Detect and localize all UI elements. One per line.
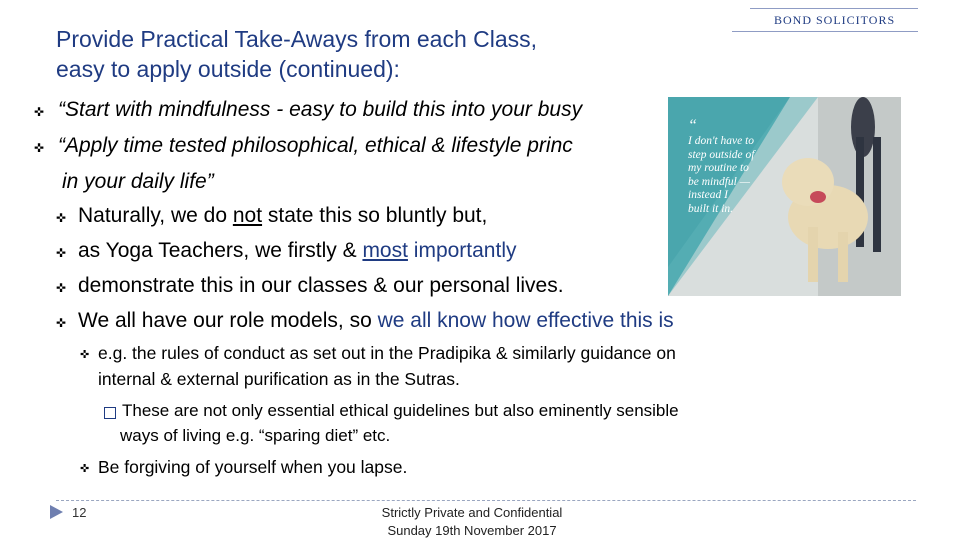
level4-bullet-text: ways of living e.g. “sparing diet” etc. (120, 426, 391, 445)
sub-bullet-text-end: state this so bluntly but, (262, 204, 488, 227)
quote-line: built it in. (688, 202, 734, 215)
level4-bullet-guidelines (104, 401, 679, 421)
sub-bullet-text: demonstrate this in our classes & our personal lives. (78, 274, 564, 297)
mindfulness-quote-image (668, 97, 901, 296)
bullet-text: in your daily life” (62, 170, 214, 193)
quote-line: I don't have to (688, 135, 755, 147)
slide-title (56, 24, 696, 84)
level4-bullet-text: These are not only essential ethical guidelines but also eminently sensible (122, 401, 679, 420)
sub-bullet-text: We all have our role models, so (78, 309, 378, 332)
quote-line: my routine to (688, 162, 749, 174)
sub-sub-bullet-text: e.g. the rules of conduct as set out in the Pradipika & similarly guidance on (98, 343, 676, 363)
logo-rule-top (750, 8, 918, 9)
quote-line: be mindful — (688, 175, 750, 188)
sub-bullet-naturally (56, 204, 487, 228)
triangle-right-icon (50, 505, 63, 519)
bullet-apply-principles (34, 134, 573, 158)
logo-rule-bottom (732, 31, 918, 32)
image-quote (688, 119, 754, 216)
sub-sub-bullet-rules (80, 343, 676, 364)
bullet-marker-icon: ✜ (34, 105, 45, 119)
bullet-apply-principles-continued (62, 170, 214, 194)
bullet-marker-icon: ✜ (34, 141, 45, 155)
page-number: 12 (72, 505, 87, 520)
title-line-1: Provide Practical Take-Aways from each Class, (56, 26, 538, 52)
sub-sub-bullet-rules-continued (98, 369, 460, 390)
sub-bullet-text: as Yoga Teachers, we firstly & (78, 239, 363, 262)
sub-bullet-text-blue: we all know how effective this is (377, 309, 674, 332)
footer-confidential: Strictly Private and Confidential (381, 505, 563, 520)
checkbox-square-icon (104, 407, 116, 419)
bullet-marker-icon: ✜ (80, 349, 90, 361)
sub-sub-bullet-text: internal & external purification as in the Sutras. (98, 369, 460, 389)
sub-bullet-yoga-teachers (56, 239, 517, 263)
quote-line: instead I (688, 189, 728, 201)
bullet-marker-icon: ✜ (80, 463, 90, 475)
logo-text: BOND SOLICITORS (774, 13, 896, 27)
sub-sub-bullet-forgiving (80, 457, 407, 478)
underlined-most: most (362, 239, 408, 262)
sub-bullet-text: Naturally, we do (78, 204, 233, 227)
quote-line: step outside of (688, 148, 755, 161)
sub-bullet-text-end: importantly (407, 239, 517, 262)
bullet-text: “Apply time tested philosophical, ethical & lifestyle princ (58, 134, 573, 157)
sub-bullet-role-models (56, 309, 674, 333)
bullet-marker-icon: ✜ (56, 211, 67, 225)
bullet-marker-icon: ✜ (56, 281, 67, 295)
level4-bullet-guidelines-continued (120, 426, 390, 446)
title-line-2: easy to apply outside (continued): (56, 56, 400, 82)
bullet-marker-icon: ✜ (56, 316, 67, 330)
bullet-marker-icon: ✜ (56, 246, 67, 260)
bullet-text: “Start with mindfulness - easy to build this into your busy (58, 98, 583, 121)
footer-date: Sunday 19th November 2017 (387, 523, 557, 538)
sub-bullet-demonstrate (56, 274, 564, 298)
bullet-start-mindfulness (34, 98, 582, 122)
footer-divider (56, 500, 916, 501)
company-logo (732, 6, 918, 34)
quote-mark: “ (688, 117, 697, 134)
underlined-not: not (232, 204, 263, 227)
sub-sub-bullet-text: Be forgiving of yourself when you lapse. (98, 457, 408, 477)
footer-text (352, 504, 592, 540)
